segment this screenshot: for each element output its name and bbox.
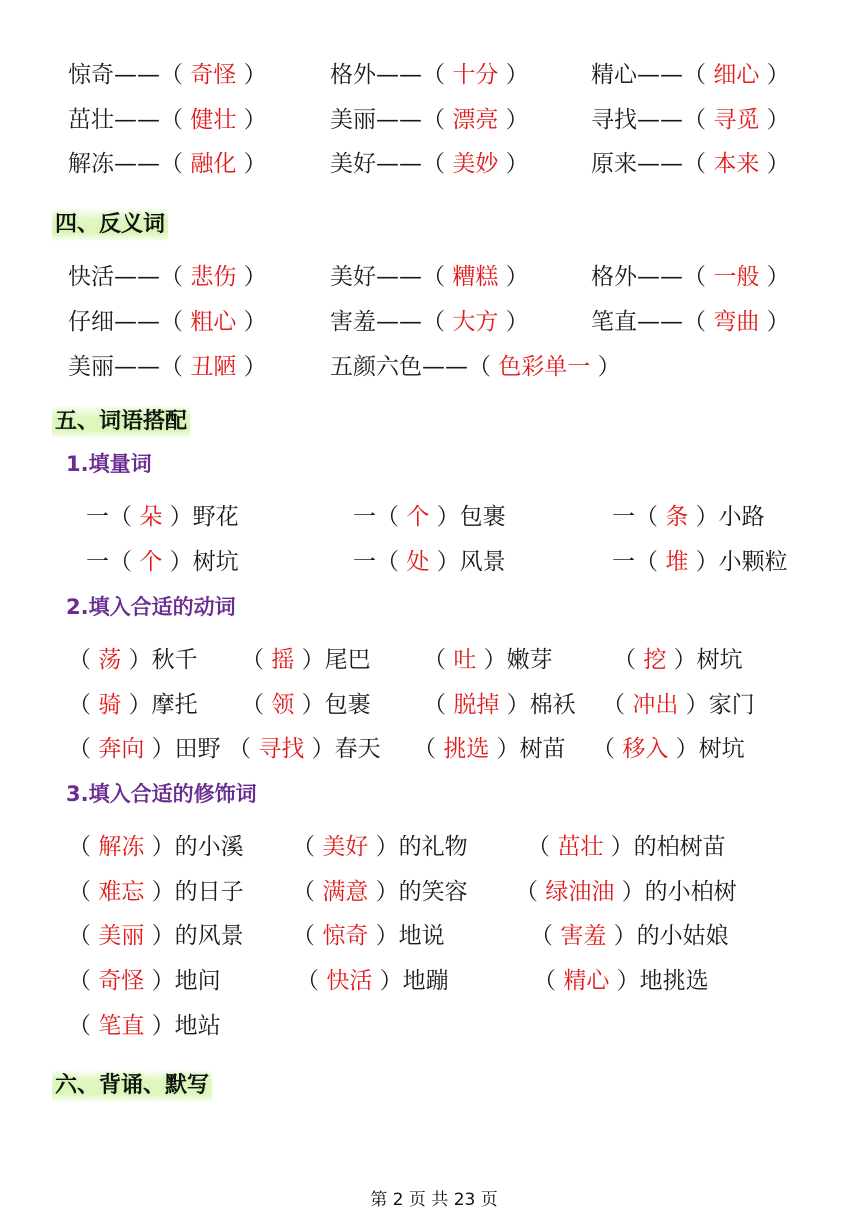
answer: 一般 — [713, 264, 760, 290]
word-pair: 茁壮——（ 健壮 ） — [68, 107, 267, 133]
answer: 领 — [271, 692, 295, 718]
verb-item: （ 冲出 ）家门 — [602, 692, 755, 718]
measure-item: 一（ 个 ）树坑 — [86, 549, 239, 575]
measure-item: 一（ 堆 ）小颗粒 — [612, 549, 788, 575]
modifier-item: （ 绿油油 ）的小柏树 — [515, 879, 737, 905]
answer: 健壮 — [190, 107, 237, 133]
modifier-item: （ 难忘 ）的日子 — [68, 879, 244, 905]
answer: 满意 — [322, 879, 369, 905]
section-heading-collocation: 五、词语搭配 — [52, 405, 190, 439]
verb-item: （ 寻找 ）春天 — [228, 736, 381, 762]
answer: 奇怪 — [98, 968, 145, 994]
word-pair: 精心——（ 细心 ） — [591, 62, 790, 88]
subheading-verbs: 2.填入合适的动词 — [66, 595, 236, 619]
answer: 摇 — [271, 647, 295, 673]
section-heading-antonyms: 四、反义词 — [52, 208, 168, 242]
answer: 条 — [665, 504, 689, 530]
answer: 挖 — [643, 647, 667, 673]
modifier-item: （ 解冻 ）的小溪 — [68, 834, 244, 860]
modifier-row — [0, 874, 868, 910]
answer: 美妙 — [452, 151, 499, 177]
word-pair: 五颜六色——（ 色彩单一 ） — [330, 354, 621, 380]
answer: 脱掉 — [453, 692, 500, 718]
section-heading-recite: 六、背诵、默写 — [52, 1069, 212, 1103]
answer: 糟糕 — [452, 264, 499, 290]
answer: 移入 — [622, 736, 669, 762]
word-pair: 惊奇——（ 奇怪 ） — [68, 62, 267, 88]
answer: 精心 — [563, 968, 610, 994]
answer: 惊奇 — [322, 923, 369, 949]
verb-item: （ 挑选 ）树苗 — [413, 736, 566, 762]
antonym-row — [0, 304, 868, 340]
answer: 寻觅 — [713, 107, 760, 133]
word-pair: 仔细——（ 粗心 ） — [68, 309, 267, 335]
verb-item: （ 骑 ）摩托 — [68, 692, 198, 718]
word-pair: 原来——（ 本来 ） — [591, 151, 790, 177]
verb-item: （ 移入 ）树坑 — [592, 736, 745, 762]
answer: 大方 — [452, 309, 499, 335]
answer: 笔直 — [98, 1013, 145, 1039]
answer: 美好 — [322, 834, 369, 860]
answer: 难忘 — [98, 879, 145, 905]
measure-row — [0, 544, 868, 580]
verb-item: （ 挖 ）树坑 — [613, 647, 743, 673]
answer: 色彩单一 — [498, 354, 591, 380]
answer: 骑 — [98, 692, 122, 718]
answer: 荡 — [98, 647, 122, 673]
modifier-item: （ 茁壮 ）的柏树苗 — [527, 834, 726, 860]
answer: 堆 — [665, 549, 689, 575]
verb-item: （ 领 ）包裹 — [241, 692, 371, 718]
answer: 奇怪 — [190, 62, 237, 88]
answer: 处 — [406, 549, 430, 575]
modifier-item: （ 害羞 ）的小姑娘 — [530, 923, 729, 949]
modifier-item: （ 美好 ）的礼物 — [292, 834, 468, 860]
subheading-measure-words: 1.填量词 — [66, 452, 152, 476]
answer: 挑选 — [443, 736, 490, 762]
verb-row — [0, 642, 868, 678]
synonym-row — [0, 102, 868, 138]
modifier-row — [0, 1008, 868, 1044]
modifier-item: （ 满意 ）的笑容 — [292, 879, 468, 905]
verb-item: （ 脱掉 ）棉袄 — [423, 692, 576, 718]
word-pair: 快活——（ 悲伤 ） — [68, 264, 267, 290]
verb-item: （ 吐 ）嫩芽 — [423, 647, 553, 673]
answer: 美丽 — [98, 923, 145, 949]
verb-row — [0, 687, 868, 723]
modifier-item: （ 精心 ）地挑选 — [533, 968, 709, 994]
modifier-item: （ 美丽 ）的风景 — [68, 923, 244, 949]
answer: 细心 — [713, 62, 760, 88]
measure-item: 一（ 朵 ）野花 — [86, 504, 239, 530]
word-pair: 美丽——（ 丑陋 ） — [68, 354, 267, 380]
answer: 融化 — [190, 151, 237, 177]
synonym-row — [0, 146, 868, 182]
word-pair: 格外——（ 十分 ） — [330, 62, 529, 88]
verb-item: （ 荡 ）秋千 — [68, 647, 198, 673]
answer: 十分 — [452, 62, 499, 88]
synonym-row — [0, 57, 868, 93]
modifier-row — [0, 918, 868, 954]
modifier-row — [0, 829, 868, 865]
modifier-item: （ 惊奇 ）地说 — [292, 923, 445, 949]
word-pair: 美丽——（ 漂亮 ） — [330, 107, 529, 133]
answer: 丑陋 — [190, 354, 237, 380]
answer: 茁壮 — [557, 834, 604, 860]
verb-item: （ 摇 ）尾巴 — [241, 647, 371, 673]
answer: 本来 — [713, 151, 760, 177]
answer: 朵 — [139, 504, 163, 530]
word-pair: 笔直——（ 弯曲 ） — [591, 309, 790, 335]
measure-item: 一（ 条 ）小路 — [612, 504, 765, 530]
answer: 弯曲 — [713, 309, 760, 335]
subheading-modifiers: 3.填入合适的修饰词 — [66, 782, 257, 806]
measure-item: 一（ 个 ）包裹 — [353, 504, 506, 530]
verb-row — [0, 731, 868, 767]
word-pair: 美好——（ 糟糕 ） — [330, 264, 529, 290]
answer: 寻找 — [258, 736, 305, 762]
answer: 吐 — [453, 647, 477, 673]
answer: 奔向 — [98, 736, 145, 762]
answer: 漂亮 — [452, 107, 499, 133]
answer: 个 — [139, 549, 163, 575]
answer: 快活 — [326, 968, 373, 994]
answer: 个 — [406, 504, 430, 530]
antonym-row — [0, 259, 868, 295]
answer: 粗心 — [190, 309, 237, 335]
word-pair: 美好——（ 美妙 ） — [330, 151, 529, 177]
measure-item: 一（ 处 ）风景 — [353, 549, 506, 575]
modifier-item: （ 快活 ）地蹦 — [296, 968, 449, 994]
word-pair: 格外——（ 一般 ） — [591, 264, 790, 290]
modifier-item: （ 笔直 ）地站 — [68, 1013, 221, 1039]
antonym-row — [0, 349, 868, 385]
word-pair: 寻找——（ 寻觅 ） — [591, 107, 790, 133]
answer: 悲伤 — [190, 264, 237, 290]
answer: 冲出 — [632, 692, 679, 718]
answer: 绿油油 — [545, 879, 615, 905]
answer: 害羞 — [560, 923, 607, 949]
word-pair: 害羞——（ 大方 ） — [330, 309, 529, 335]
modifier-row — [0, 963, 868, 999]
page-footer: 第 2 页 共 23 页 — [370, 1190, 498, 1210]
modifier-item: （ 奇怪 ）地问 — [68, 968, 221, 994]
word-pair: 解冻——（ 融化 ） — [68, 151, 267, 177]
measure-row — [0, 499, 868, 535]
verb-item: （ 奔向 ）田野 — [68, 736, 221, 762]
answer: 解冻 — [98, 834, 145, 860]
